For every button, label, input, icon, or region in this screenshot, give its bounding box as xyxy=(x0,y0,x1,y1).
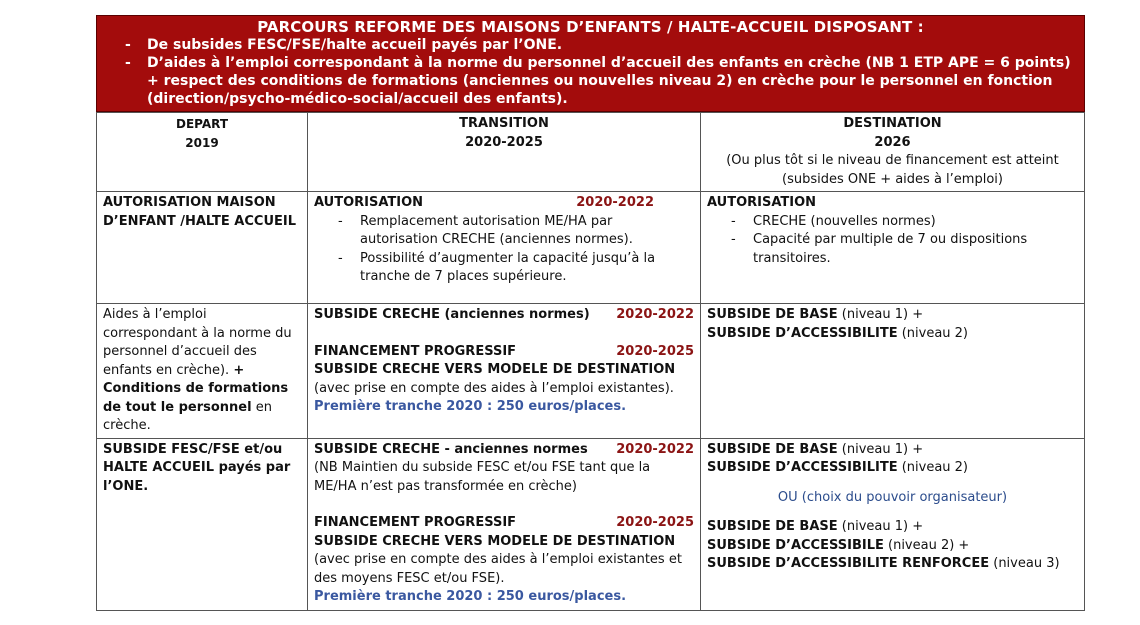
destination-year: 2026 xyxy=(874,134,911,150)
destination-cell xyxy=(701,192,1085,304)
subsidy-name: SUBSIDE D’ACCESSIBILITE xyxy=(707,325,898,341)
section-title: AUTORISATION xyxy=(314,195,424,210)
section-title: FINANCEMENT PROGRESSIF xyxy=(314,343,517,359)
list-item xyxy=(338,213,694,250)
depart-text: Aides à l’emploi correspondant à la norme du personnel d’accueil des enfants en crèche). xyxy=(103,307,292,378)
subsidy-level: (niveau 1) + xyxy=(837,519,924,534)
period-label: 2020-2022 xyxy=(576,195,654,210)
tranche-note: Première tranche 2020 : 250 euros/places. xyxy=(314,589,627,604)
table-row xyxy=(97,304,1085,439)
section-subtitle: SUBSIDE CRECHE VERS MODELE DE DESTINATION xyxy=(314,362,676,377)
subsidy-name: SUBSIDE DE BASE xyxy=(707,441,838,457)
depart-text: en crèche. xyxy=(103,399,272,433)
transition-title: TRANSITION xyxy=(459,116,549,131)
list-item xyxy=(338,250,694,287)
bullet-list xyxy=(707,213,1078,269)
destination-title: DESTINATION xyxy=(843,116,942,131)
depart-cell: SUBSIDE FESC/FSE et/ou HALTE ACCUEIL payés par l’ONE. xyxy=(97,438,308,610)
table-row xyxy=(97,192,1085,304)
bullet-dash: - xyxy=(731,213,736,229)
subsidy-level: (niveau 2) + xyxy=(883,537,970,553)
period-label: 2020-2022 xyxy=(616,307,694,322)
subsidy-level: (niveau 1) + xyxy=(837,307,924,322)
subsidy-line xyxy=(707,555,1078,574)
list-item xyxy=(731,213,1078,232)
subsidy-name: SUBSIDE DE BASE xyxy=(707,519,838,534)
section-note: (avec prise en compte des aides à l’emploi existantes). xyxy=(314,380,674,396)
tranche-note: Première tranche 2020 : 250 euros/places. xyxy=(314,399,627,414)
section-title: FINANCEMENT PROGRESSIF xyxy=(314,515,517,530)
bullet-dash: - xyxy=(338,250,343,266)
section-title: SUBSIDE CRECHE - anciennes normes xyxy=(314,441,588,457)
header-transition xyxy=(308,113,701,192)
subsidy-level: (niveau 2) xyxy=(897,460,969,475)
reform-document xyxy=(96,15,1085,611)
list-item-text: CRECHE (nouvelles normes) xyxy=(753,213,936,229)
header-destination xyxy=(701,113,1085,192)
destination-cell xyxy=(701,304,1085,439)
subsidy-name: SUBSIDE D’ACCESSIBILE xyxy=(707,537,884,553)
banner-title: PARCOURS REFORME DES MAISONS D’ENFANTS / HALTE-ACCUEIL DISPOSANT : xyxy=(257,18,924,36)
list-item-text: Possibilité d’augmenter la capacité jusqu’à la tranche de 7 places supérieure. xyxy=(360,250,656,284)
period-label: 2020-2022 xyxy=(616,441,694,457)
subsidy-line xyxy=(707,459,1078,478)
destination-cell xyxy=(701,438,1085,610)
list-item xyxy=(731,231,1078,268)
subsidy-level: (niveau 3) xyxy=(989,556,1060,571)
section-heading xyxy=(314,306,694,325)
section-heading xyxy=(314,514,694,533)
section-heading xyxy=(314,343,694,362)
transition-cell xyxy=(308,192,701,304)
depart-bold-text: + Conditions de formations de tout le personnel xyxy=(103,362,289,415)
section-heading xyxy=(314,441,694,460)
depart-year: 2019 xyxy=(185,135,219,150)
transition-cell xyxy=(308,304,701,439)
depart-title: DEPART xyxy=(175,117,229,131)
table-row xyxy=(97,438,1085,610)
header-banner xyxy=(96,15,1085,112)
period-label: 2020-2025 xyxy=(616,343,694,359)
subsidy-level: (niveau 2) xyxy=(897,325,969,341)
list-item-text: Capacité par multiple de 7 ou dispositions transitoires. xyxy=(753,232,1028,266)
subsidy-level: (niveau 1) + xyxy=(837,441,924,457)
subsidy-name: SUBSIDE DE BASE xyxy=(707,307,838,322)
depart-cell xyxy=(97,304,308,439)
section-heading xyxy=(314,194,694,213)
bullet-list xyxy=(314,213,694,287)
subsidy-name: SUBSIDE D’ACCESSIBILITE xyxy=(707,460,898,475)
section-subtitle: SUBSIDE CRECHE VERS MODELE DE DESTINATION xyxy=(314,533,676,549)
list-item-text: Remplacement autorisation ME/HA par autorisation CRECHE (anciennes normes). xyxy=(360,213,633,247)
section-title: AUTORISATION xyxy=(707,195,817,210)
transition-cell xyxy=(308,438,701,610)
bullet-dash: - xyxy=(338,213,343,229)
bullet-dash: - xyxy=(125,55,131,71)
banner-bullet-text: De subsides FESC/FSE/halte accueil payés par l’ONE. xyxy=(147,37,563,53)
bullet-dash: - xyxy=(125,37,131,53)
subsidy-line xyxy=(707,325,1078,344)
bullet-dash: - xyxy=(731,232,736,247)
banner-bullet xyxy=(105,36,1076,54)
subsidy-name: SUBSIDE D’ACCESSIBILITE RENFORCEE xyxy=(707,556,990,571)
subsidy-line xyxy=(707,306,1078,325)
banner-bullet xyxy=(105,54,1076,108)
header-row xyxy=(97,113,1085,192)
reform-table xyxy=(96,112,1085,611)
subsidy-line xyxy=(707,537,1078,556)
section-title: SUBSIDE CRECHE (anciennes normes) xyxy=(314,307,590,322)
section-note: (avec prise en compte des aides à l’emploi existantes et des moyens FESC et/ou FSE). xyxy=(314,552,682,586)
subsidy-line xyxy=(707,518,1078,537)
banner-bullet-text: D’aides à l’emploi correspondant à la norme du personnel d’accueil des enfants en crèche (NB 1 ETP APE = 6 points) + respect des conditions de formations (anciennes ou nouvelles niveau 2) en crèche pour le personnel en fonction (direction/psycho-médico-social/accueil des enfants). xyxy=(147,55,1071,107)
section-note: (NB Maintien du subside FESC et/ou FSE tant que la ME/HA n’est pas transformée en crèche) xyxy=(314,460,651,494)
subsidy-line xyxy=(707,441,1078,460)
transition-year: 2020-2025 xyxy=(465,134,543,150)
depart-cell: AUTORISATION MAISON D’ENFANT /HALTE ACCUEIL xyxy=(97,192,308,304)
header-depart xyxy=(97,113,308,192)
period-label: 2020-2025 xyxy=(616,515,694,530)
destination-note: (Ou plus tôt si le niveau de financement est atteint (subsides ONE + aides à l’emploi) xyxy=(726,153,1059,187)
or-choice-note: OU (choix du pouvoir organisateur) xyxy=(777,489,1008,505)
